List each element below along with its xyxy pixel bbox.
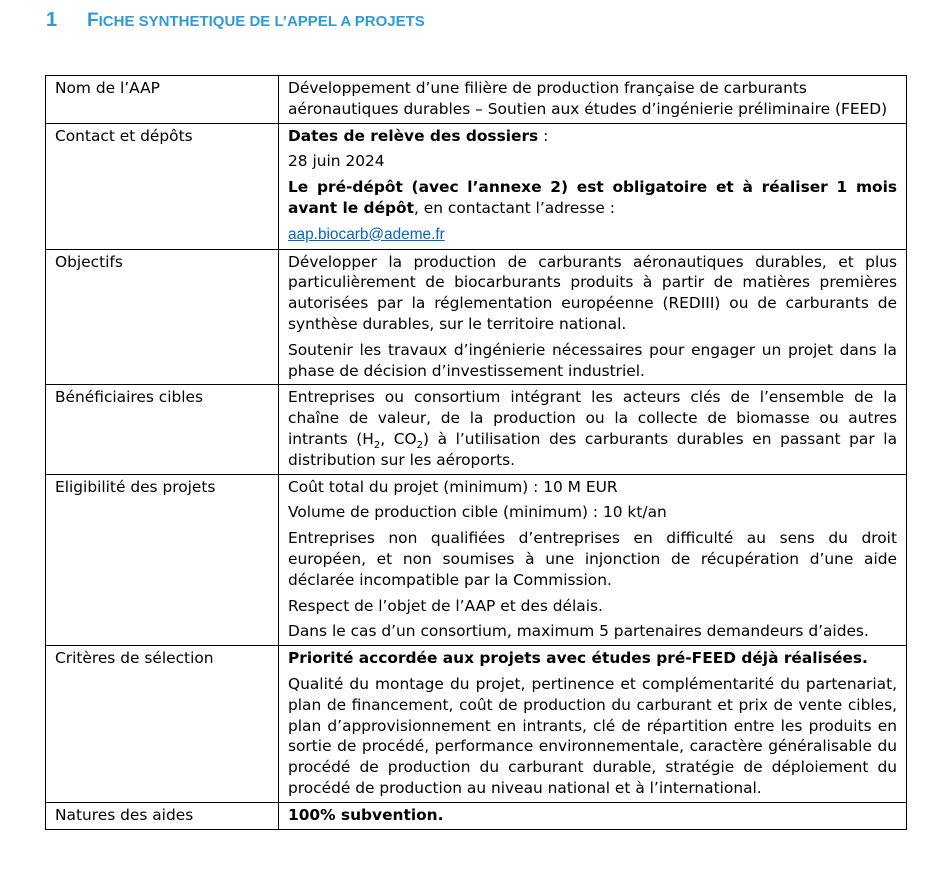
section-title: ICHE SYNTHETIQUE DE L’APPEL A PROJETS	[98, 13, 425, 30]
priority-bold: Priorité accordée aux projets avec études pré-FEED déjà réalisées.	[288, 649, 868, 668]
text-part: Entreprises ou consortium intégrant les acteurs clés de l’ensemble de la chaîne de valeur, de la production ou la collecte de biomasse ou autres intrants (H	[288, 388, 897, 448]
beneficiaires-text	[288, 387, 897, 470]
table-row-contact	[46, 123, 907, 249]
predepot-rest: , en contactant l’adresse :	[413, 198, 615, 217]
row-value-objectifs	[279, 249, 907, 385]
priority-text	[288, 648, 897, 669]
row-value-natures	[279, 802, 907, 829]
criteria-paragraph: Qualité du montage du projet, pertinence et complémentarité du partenariat, plan de financement, coût de production du carburant et prix de vente cibles, plan d’approvisionnement en intrants, clé de répartition entre les produits en sortie de procédé, performance environnementale, caractère généralisable du procédé de production du carburant durable, stratégie de déploiement du procédé de production au niveau national et à l’international.	[288, 674, 897, 797]
table-row-nom	[46, 76, 907, 124]
row-label: Eligibilité des projets	[46, 474, 279, 646]
subscript: 2	[416, 440, 423, 452]
contact-email-link[interactable]: aap.biocarb@ademe.fr	[288, 225, 445, 243]
eligibility-item: Entreprises non qualifiées d’entreprises en difficulté au sens du droit européen, et non soumises à une injonction de récupération d’une aide déclarée incompatible par la Commission.	[288, 529, 897, 589]
dates-label: Dates de relève des dossiers	[288, 126, 539, 145]
objectif-paragraph: Développer la production de carburants aéronautiques durables, et plus particulièrement de biocarburants produits à partir de matières premières autorisées par la réglementation européenne (REDIII) ou de carburants de synthèse durables, sur le territoire national.	[288, 252, 897, 333]
section-title-initial: F	[87, 10, 99, 31]
row-value-criteres	[279, 646, 907, 803]
deadline-date: 28 juin 2024	[288, 152, 385, 171]
summary-table	[45, 75, 907, 830]
table-row-beneficiaires	[46, 385, 907, 474]
table-row-objectifs	[46, 249, 907, 385]
row-value-eligibilite	[279, 474, 907, 646]
text-part: ) à l’utilisation des carburants durables en passant par la distribution sur les aéroports.	[288, 429, 897, 469]
dates-line	[288, 126, 897, 147]
table-row-natures	[46, 802, 907, 829]
eligibility-item: Dans le cas d’un consortium, maximum 5 partenaires demandeurs d’aides.	[288, 622, 869, 641]
row-label: Natures des aides	[46, 802, 279, 829]
eligibility-item: Respect de l’objet de l’AAP et des délais.	[288, 596, 603, 615]
row-value-nom	[279, 76, 907, 124]
dates-colon: :	[538, 126, 549, 145]
row-label: Nom de l’AAP	[46, 76, 279, 124]
section-heading	[46, 9, 425, 32]
aid-type-bold: 100% subvention.	[288, 805, 444, 824]
eligibility-item: Coût total du projet (minimum) : 10 M EUR	[288, 477, 618, 496]
predepot-bold: Le pré-dépôt (avec l’annexe 2) est obligatoire et à réaliser 1 mois avant le dépôt	[288, 178, 897, 217]
table-row-criteres	[46, 646, 907, 803]
row-label: Contact et dépôts	[46, 123, 279, 249]
row-label: Bénéficiaires cibles	[46, 385, 279, 474]
aid-type	[288, 805, 897, 826]
subscript: 2	[373, 440, 381, 452]
objectif-paragraph: Soutenir les travaux d’ingénierie nécessaires pour engager un projet dans la phase de décision d’investissement industriel.	[288, 340, 897, 380]
row-value-contact	[279, 123, 907, 249]
aap-name: Développement d’une filière de production française de carburants aéronautiques durables – Soutien aux études d’ingénierie préliminaire (FEED)	[288, 79, 888, 118]
row-label: Critères de sélection	[46, 646, 279, 803]
section-number: 1	[46, 9, 58, 31]
row-value-beneficiaires	[279, 385, 907, 474]
text-part: , CO	[380, 429, 417, 448]
eligibility-item: Volume de production cible (minimum) : 10 kt/an	[288, 503, 667, 522]
row-label: Objectifs	[46, 249, 279, 385]
table-row-eligibilite	[46, 474, 907, 646]
predepot-text	[288, 177, 897, 219]
